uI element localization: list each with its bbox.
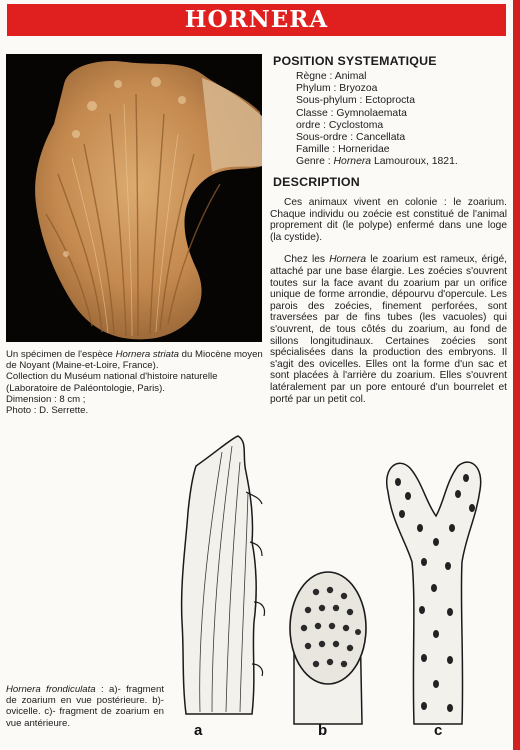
description-text xyxy=(270,197,507,416)
photo-caption xyxy=(6,349,264,416)
description-heading: DESCRIPTION xyxy=(273,175,360,189)
figure-label-c: c xyxy=(434,722,443,739)
bryozoan-drawings xyxy=(176,432,496,742)
figure-caption-text: Hornera frondiculata : a)- fragment de zoarium en vue postérieure. b)- ovicelle. c)- fragment de zoarium en vue antérieure. xyxy=(6,684,164,729)
taxon-regne: Règne : Animal xyxy=(296,71,367,82)
systematic-list xyxy=(296,71,458,169)
taxon-classe: Classe : Gymnolaemata xyxy=(296,107,407,119)
figure-label-b: b xyxy=(318,722,328,739)
systematic-heading: POSITION SYSTEMATIQUE xyxy=(273,54,437,68)
description-paragraph-2: Chez les Hornera le zoarium est rameux, érigé, attaché par une base élargie. Les zoécies s'ouvrent toutes sur la face avant du zoarium par un orifice unique de forme arrondie, dépourvu d'opercule. Les parois des zoécies, finement perforées, sont traversées par de fins tubes (les vacuoles) qui s'ouvrent, de tous côtés du zoarium, au fond de sillons longitudinaux. Certaines zoécies sont spécialisées dans la production des embryons. Il s'agit des ovicelles. Elles ont la forme d'un sac et sont placées à l'arrière du zoarium. Elles s'ouvrent latéralement par un pore entouré d'un bourrelet et porté par un petit col. xyxy=(270,254,507,405)
taxon-ordre: ordre : Cyclostoma xyxy=(296,119,384,131)
figure-label-a: a xyxy=(194,722,203,739)
figure-caption xyxy=(6,684,164,729)
page-title-text: HORNERA xyxy=(184,6,329,33)
fossil-photo-image xyxy=(6,54,262,342)
taxon-phylum: Phylum : Bryozoa xyxy=(296,83,378,95)
drawing-b-ovicelle xyxy=(290,572,366,724)
fossil-photo xyxy=(6,54,262,342)
photo-caption-credit: Photo : D. Serrette. xyxy=(6,405,89,417)
drawing-a-zoarium-posterior xyxy=(182,436,265,714)
taxon-sous-ordre: Sous-ordre : Cancellata xyxy=(296,132,406,144)
description-paragraph-1: Ces animaux vivent en colonie : le zoarium. Chaque individu ou zoécie est constitué de l'animal proprement dit (le polype) enfermé dans une loge (la cystide). xyxy=(270,197,507,243)
taxon-genre: Genre : Hornera Lamouroux, 1821. xyxy=(296,156,458,168)
taxon-famille: Famille : Horneridae xyxy=(296,144,390,156)
photo-caption-dimension: Dimension : 8 cm ; xyxy=(6,393,86,405)
photo-caption-collection: Collection du Muséum national d'histoire naturelle (Laboratoire de Paléontologie, Paris). xyxy=(6,371,218,394)
red-page-edge xyxy=(513,0,520,750)
page-title xyxy=(7,4,506,36)
taxon-sous-phylum: Sous-phylum : Ectoprocta xyxy=(296,95,415,107)
photo-caption-specimen: Un spécimen de l'espèce Hornera striata du Miocène moyen de Noyant (Maine-et-Loire, France). xyxy=(6,349,263,372)
drawing-c-zoarium-anterior xyxy=(387,462,481,724)
bryozoan-drawings-svg xyxy=(176,432,496,742)
